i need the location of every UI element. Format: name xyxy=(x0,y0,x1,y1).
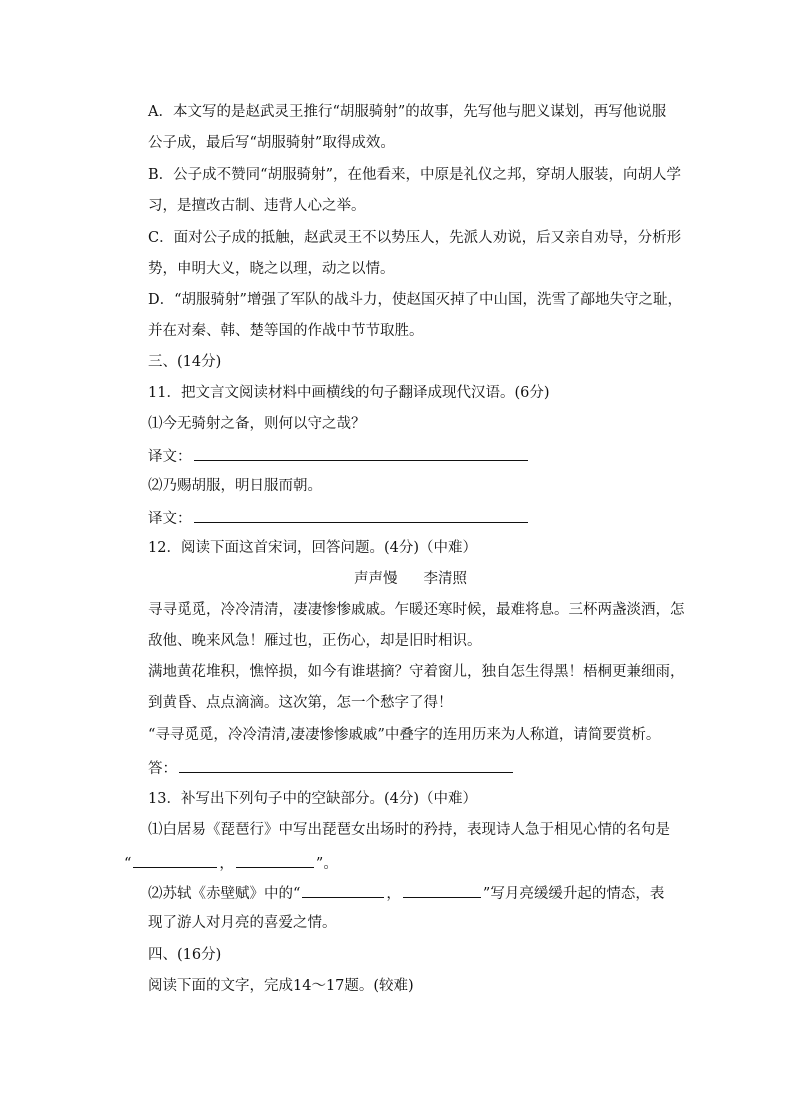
q13-s2-line2: 现了游人对月亮的喜爱之情。 xyxy=(148,915,337,931)
q13-s2-line1 xyxy=(148,882,664,904)
q13-s1-blank-2[interactable] xyxy=(236,852,314,868)
q13-s2-comma: ， xyxy=(386,886,401,902)
q11-answer-blank-1[interactable] xyxy=(194,445,528,461)
q13-s2-end: ”写月亮缓缓升起的情态，表 xyxy=(482,886,665,902)
poem-heading xyxy=(354,569,467,589)
option-a-line2: 公子成，最后写“胡服骑射”取得成效。 xyxy=(148,135,395,151)
q13-s2-start: ⑵苏轼《赤壁赋》中的“ xyxy=(148,886,301,902)
q12-answer-blank[interactable] xyxy=(179,757,513,773)
poem-stanza1-line2: 敌他、晚来风急！雁过也，正伤心，却是旧时相识。 xyxy=(148,633,482,649)
q13-s1-comma: ， xyxy=(219,856,234,872)
q12-question: “寻寻觅觅，冷冷清清,凄凄惨惨戚戚”中叠字的连用历来为人称道，请简要赏析。 xyxy=(148,727,661,743)
reading-instruction: 阅读下面的文字，完成14～17题。(较难) xyxy=(148,978,414,994)
q12-answer-label: 答： xyxy=(148,761,177,777)
q11-answer-label-2: 译文： xyxy=(148,511,192,527)
poem-stanza1-line1: 寻寻觅觅，冷冷清清，凄凄惨惨戚戚。乍暖还寒时候，最难将息。三杯两盏淡酒，怎 xyxy=(148,602,685,618)
q11-answer-1 xyxy=(148,445,530,467)
q11-sentence-1: ⑴今无骑射之备，则何以守之哉？ xyxy=(148,416,366,432)
q13-s2-blank-2[interactable] xyxy=(403,882,481,898)
q11-prompt: 11．把文言文阅读材料中画横线的句子翻译成现代汉语。(6分) xyxy=(148,385,550,401)
q13-s1-quote-open: “ xyxy=(124,856,132,872)
poem-stanza2-line2: 到黄昏、点点滴滴。这次第，怎一个愁字了得！ xyxy=(148,695,453,711)
q13-s1-quote-close: ”。 xyxy=(315,856,338,872)
poem-author: 李清照 xyxy=(423,571,467,587)
q13-prompt: 13．补写出下列句子中的空缺部分。(4分)（中难） xyxy=(148,791,477,807)
q11-sentence-2: ⑵乃赐胡服，明日服而朝。 xyxy=(148,478,322,494)
q13-s1-line2 xyxy=(124,852,338,874)
option-d-line2: 并在对秦、韩、楚等国的作战中节节取胜。 xyxy=(148,323,424,339)
option-c-line2: 势，申明大义，晓之以理，动之以情。 xyxy=(148,261,395,277)
option-b-line2: 习，是擅改古制、违背人心之举。 xyxy=(148,198,366,214)
q11-answer-blank-2[interactable] xyxy=(194,507,528,523)
q11-answer-label-1: 译文： xyxy=(148,449,192,465)
section-three-heading: 三、(14分) xyxy=(148,354,222,370)
option-a-line1: A．本文写的是赵武灵王推行“胡服骑射”的故事，先写他与肥义谋划，再写他说服 xyxy=(148,104,667,120)
section-four-heading: 四、(16分) xyxy=(148,947,222,963)
q11-answer-2 xyxy=(148,507,530,529)
q13-s1-blank-1[interactable] xyxy=(133,852,217,868)
q12-prompt: 12．阅读下面这首宋词，回答问题。(4分)（中难） xyxy=(148,540,477,556)
q13-s1-line1: ⑴白居易《琵琶行》中写出琵琶女出场时的矜持，表现诗人急于相见心情的名句是 xyxy=(148,822,670,838)
q12-answer xyxy=(148,757,515,779)
option-c-line1: C．面对公子成的抵触，赵武灵王不以势压人，先派人劝说，后又亲自劝导，分析形 xyxy=(148,230,682,246)
option-d-line1: D．“胡服骑射”增强了军队的战斗力，使赵国灭掉了中山国，洗雪了鄗地失守之耻， xyxy=(148,292,682,308)
poem-stanza2-line1: 满地黄花堆积，憔悴损，如今有谁堪摘？守着窗儿，独自怎生得黑！梧桐更兼细雨， xyxy=(148,664,685,680)
poem-title: 声声慢 xyxy=(354,571,398,587)
option-b-line1: B．公子成不赞同“胡服骑射”，在他看来，中原是礼仪之邦，穿胡人服装，向胡人学 xyxy=(148,167,681,183)
q13-s2-blank-1[interactable] xyxy=(302,882,384,898)
